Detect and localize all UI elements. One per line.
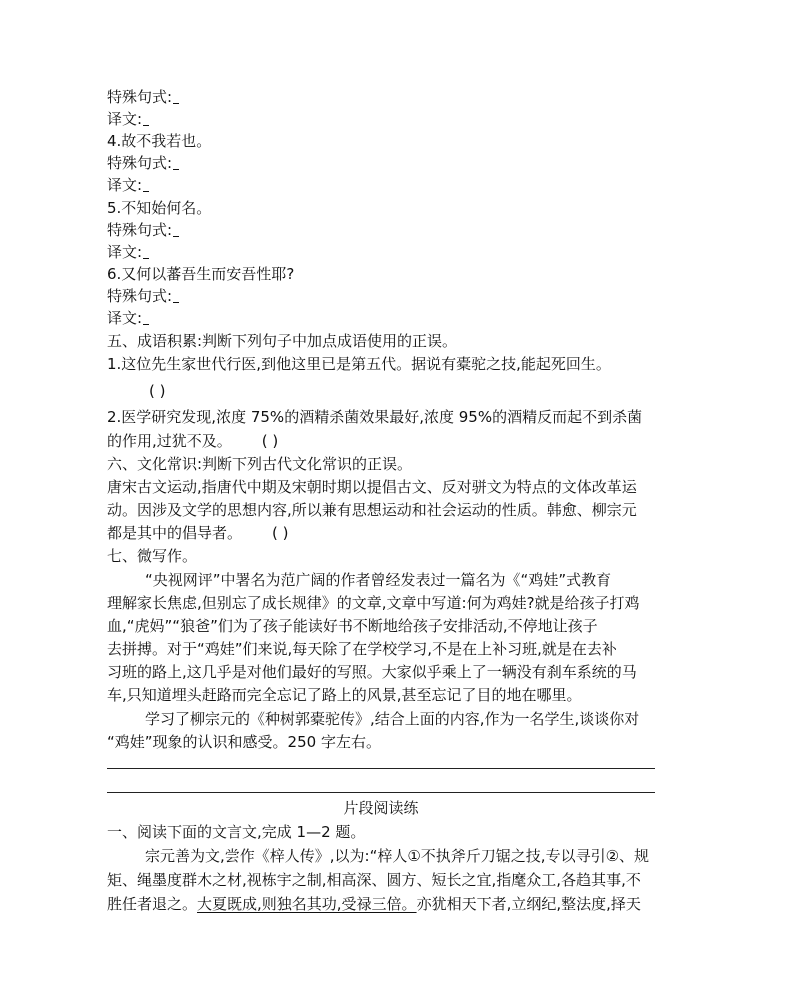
translation-label: 译文: [107, 241, 149, 263]
special-sentence-label: 特殊句式: [107, 285, 179, 307]
essay-para1-line3: 血,“虎妈”“狼爸”们为了孩子能读好书不断地给孩子安排活动,不停地让孩子 [107, 617, 598, 635]
essay-para1-line6: 车,只知道埋头赶路而完全忘记了路上的风景,甚至忘记了目的地在哪里。 [107, 686, 582, 704]
essay-para1-line5: 习班的路上,这几乎是对他们最好的写照。大家似乎乘上了一辆没有刹车系统的马 [107, 663, 637, 681]
question-4: 4.故不我若也。 [107, 132, 212, 150]
essay-para2-line2: “鸡娃”现象的认识和感受。250 字左右。 [107, 733, 381, 751]
underlined-sentence: 大夏既成,则独名其功,受禄三倍。 [197, 895, 417, 913]
section-7-title: 七、微写作。 [107, 547, 198, 565]
answer-blank[interactable] [143, 111, 149, 126]
section-6-title: 六、文化常识:判断下列古代文化常识的正误。 [107, 455, 413, 473]
essay-para1-line2: 理解家长焦虑,但别忘了成长规律》的文章,文章中写道:何为鸡娃?就是给孩子打鸡 [107, 594, 640, 612]
answer-parentheses[interactable]: ( ) [149, 382, 166, 400]
translation-label: 译文: [107, 307, 149, 329]
translation-label: 译文: [107, 174, 149, 196]
section-6-line1: 唐宋古文运动,指唐代中期及宋朝时期以提倡古文、反对骈文为特点的文体改革运 [107, 478, 637, 496]
answer-blank[interactable] [173, 222, 179, 237]
reading-line2: 矩、绳墨度群木之材,视栋宇之制,相高深、圆方、短长之宜,指麾众工,各趋其事,不 [107, 871, 641, 889]
essay-para2-line1: 学习了柳宗元的《种树郭橐驼传》,结合上面的内容,作为一名学生,谈谈你对 [145, 710, 640, 728]
writing-line[interactable] [107, 792, 655, 793]
section-6-line2: 动。因涉及文学的思想内容,所以兼有思想运动和社会运动的性质。韩愈、柳宗元 [107, 501, 637, 519]
section-5-q2-line1: 2.医学研究发现,浓度 75%的酒精杀菌效果最好,浓度 95%的酒精反而起不到杀菌 [107, 408, 643, 426]
answer-blank[interactable] [173, 89, 179, 104]
essay-para1-line4: 去拼搏。对于“鸡娃”们来说,每天除了在学校学习,不是在上补习班,就是在去补 [107, 640, 617, 658]
answer-blank[interactable] [143, 244, 149, 259]
answer-parentheses[interactable]: ( ) [272, 524, 289, 542]
answer-blank[interactable] [143, 177, 149, 192]
question-6: 6.又何以蕃吾生而安吾性耶? [107, 265, 295, 283]
special-sentence-label: 特殊句式: [107, 219, 179, 241]
special-sentence-label: 特殊句式: [107, 86, 179, 108]
answer-blank[interactable] [173, 288, 179, 303]
answer-parentheses[interactable]: ( ) [261, 432, 279, 450]
special-sentence-label: 特殊句式: [107, 152, 179, 174]
reading-title: 一、阅读下面的文言文,完成 1—2 题。 [107, 823, 366, 841]
essay-para1-line1: “央视网评”中署名为范广阔的作者曾经发表过一篇名为《“鸡娃”式教育 [145, 571, 612, 589]
reading-line1: 宗元善为文,尝作《梓人传》,以为:“梓人①不执斧斤刀锯之技,专以寻引②、规 [145, 847, 650, 865]
answer-blank[interactable] [143, 310, 149, 325]
section-5-title: 五、成语积累:判断下列句子中加点成语使用的正误。 [107, 332, 458, 350]
question-5: 5.不知始何名。 [107, 199, 212, 217]
section-5-q1: 1.这位先生家世代行医,到他这里已是第五代。据说有橐驼之技,能起死回生。 [107, 355, 611, 373]
section-5-q2-line2: 的作用,过犹不及。 ( ) [107, 432, 279, 450]
section-6-line3: 都是其中的倡导者。 ( ) [107, 524, 289, 542]
writing-line[interactable] [107, 768, 655, 769]
translation-label: 译文: [107, 108, 149, 130]
section-heading: 片段阅读练 [343, 799, 419, 817]
answer-blank[interactable] [173, 155, 179, 170]
reading-line3: 胜任者退之。大夏既成,则独名其功,受禄三倍。亦犹相天下者,立纲纪,整法度,择天 [107, 895, 641, 913]
